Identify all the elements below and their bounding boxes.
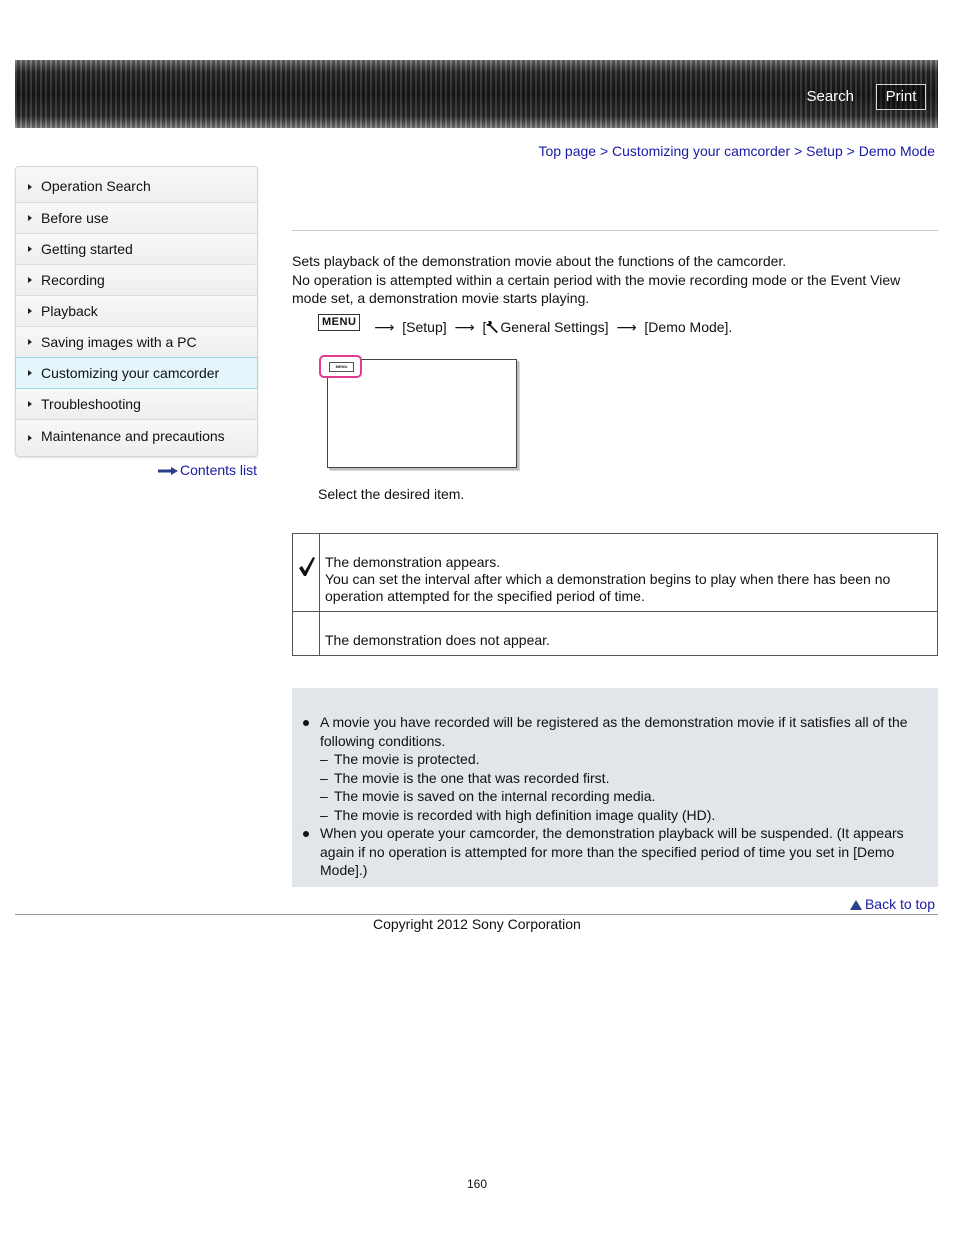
sidebar-item-before-use[interactable] <box>16 203 257 234</box>
search-button[interactable]: Search <box>806 88 854 105</box>
back-to-top-link[interactable] <box>850 896 935 912</box>
triangle-right-icon <box>28 435 32 441</box>
table-row <box>293 612 938 656</box>
triangle-right-icon <box>28 308 32 314</box>
check-mark-icon <box>298 556 316 578</box>
arrow-right-icon: ⟶ <box>454 319 475 335</box>
instruction-step-demo-mode: [Demo Mode]. <box>644 319 733 335</box>
list-item <box>302 713 914 824</box>
breadcrumb-separator: > <box>846 143 855 159</box>
description-line: No operation is attempted within a certain period with the movie recording mode or the Event View mode set, a demonstration movie starts playing. <box>292 271 901 306</box>
sidebar-item-recording[interactable] <box>16 265 257 296</box>
sub-item <box>320 787 914 806</box>
triangle-right-icon <box>28 215 32 221</box>
dash-icon: – <box>320 751 328 767</box>
triangle-right-icon <box>28 339 32 345</box>
option-mark-cell <box>293 534 320 612</box>
sidebar-item-troubleshooting[interactable] <box>16 389 257 420</box>
note-text: A movie you have recorded will be registered as the demonstration movie if it satisfies all of the following conditions. <box>320 714 908 749</box>
arrow-right-icon: ⟶ <box>374 319 395 335</box>
notes-box <box>292 688 938 887</box>
contents-list-label: Contents list <box>180 462 258 478</box>
description <box>292 252 932 308</box>
print-button[interactable]: Print <box>876 84 926 110</box>
breadcrumb-demo-mode[interactable]: Demo Mode <box>858 143 935 159</box>
instruction-step-setup: [Setup] <box>402 319 447 335</box>
page-number: 160 <box>466 1177 488 1191</box>
sidebar-item-label: Saving images with a PC <box>41 334 197 350</box>
option-description <box>320 612 938 656</box>
option-line: The demonstration appears. <box>325 554 501 570</box>
option-line: You can set the interval after which a demonstration begins to play when there has been no operation attempted for the specified period of time. <box>325 571 891 604</box>
bullet-icon <box>303 831 309 837</box>
options-table <box>292 533 938 656</box>
triangle-right-icon <box>28 401 32 407</box>
menu-instruction <box>318 314 733 335</box>
arrow-right-icon <box>158 467 178 475</box>
sidebar-item-operation-search[interactable] <box>16 167 257 203</box>
arrow-right-icon: ⟶ <box>616 319 637 335</box>
copyright: Copyright 2012 Sony Corporation <box>373 916 581 932</box>
sidebar-item-label: Maintenance and precautions <box>41 428 225 444</box>
sidebar-item-label: Getting started <box>41 241 133 257</box>
breadcrumb-separator: > <box>599 143 609 159</box>
footer-divider <box>15 914 938 915</box>
option-description <box>320 534 938 612</box>
sidebar-item-label: Playback <box>41 303 98 319</box>
breadcrumb-customizing[interactable]: Customizing your camcorder <box>612 143 791 159</box>
sidebar-item-getting-started[interactable] <box>16 234 257 265</box>
header-bar <box>15 60 938 128</box>
sidebar-item-label: Troubleshooting <box>41 396 141 412</box>
note-text: When you operate your camcorder, the demonstration playback will be suspended. (It appears again if no operation is attempted for more than the specified period of time you set in [Demo Mode].) <box>320 825 904 878</box>
screen-menu-button: MENU <box>329 362 354 372</box>
triangle-right-icon <box>28 246 32 252</box>
list-item <box>302 824 914 880</box>
triangle-up-icon <box>850 900 862 910</box>
sidebar-item-label: Recording <box>41 272 105 288</box>
sidebar-item-customizing[interactable] <box>15 357 258 389</box>
sidebar-item-label: Operation Search <box>41 178 151 194</box>
sidebar-item-playback[interactable] <box>16 296 257 327</box>
triangle-right-icon <box>28 277 32 283</box>
breadcrumb-top-page[interactable]: Top page <box>538 143 597 159</box>
option-mark-cell <box>293 612 320 656</box>
sub-item <box>320 750 914 769</box>
breadcrumb-separator: > <box>794 143 803 159</box>
sidebar-item-maintenance[interactable] <box>16 420 257 456</box>
dash-icon: – <box>320 788 328 804</box>
breadcrumb-setup[interactable]: Setup <box>806 143 843 159</box>
wrench-icon <box>486 320 500 333</box>
description-line: Sets playback of the demonstration movie about the functions of the camcorder. <box>292 253 787 269</box>
sidebar-item-label: Customizing your camcorder <box>41 365 220 381</box>
notes-list <box>302 713 914 880</box>
note-sublist <box>320 750 914 824</box>
table-row <box>293 534 938 612</box>
instruction-step-general-settings: General Settings] <box>500 319 609 335</box>
title-divider <box>292 230 938 231</box>
triangle-right-icon <box>28 370 32 376</box>
sub-item-text: The movie is protected. <box>334 751 480 767</box>
back-to-top-label: Back to top <box>864 896 935 912</box>
sub-item-text: The movie is saved on the internal recording media. <box>334 788 656 804</box>
bullet-icon <box>303 720 309 726</box>
sidebar-nav <box>15 166 258 457</box>
triangle-right-icon <box>28 184 32 190</box>
screen-menu-highlight <box>319 355 362 378</box>
sub-item <box>320 806 914 825</box>
menu-button-icon: MENU <box>318 314 360 331</box>
dash-icon: – <box>320 769 328 786</box>
select-instruction: Select the desired item. <box>318 486 465 502</box>
instruction-step-open: [ <box>482 319 487 335</box>
sidebar-item-label: Before use <box>41 210 109 226</box>
option-line: The demonstration does not appear. <box>325 632 550 648</box>
sub-item-text: The movie is recorded with high definition image quality (HD). <box>334 806 716 823</box>
sidebar-item-saving-images[interactable] <box>16 327 257 358</box>
sub-item <box>320 769 914 788</box>
sub-item-text: The movie is the one that was recorded first. <box>334 769 610 786</box>
breadcrumb <box>538 143 935 159</box>
dash-icon: – <box>320 806 328 823</box>
contents-list-link[interactable] <box>158 462 257 478</box>
